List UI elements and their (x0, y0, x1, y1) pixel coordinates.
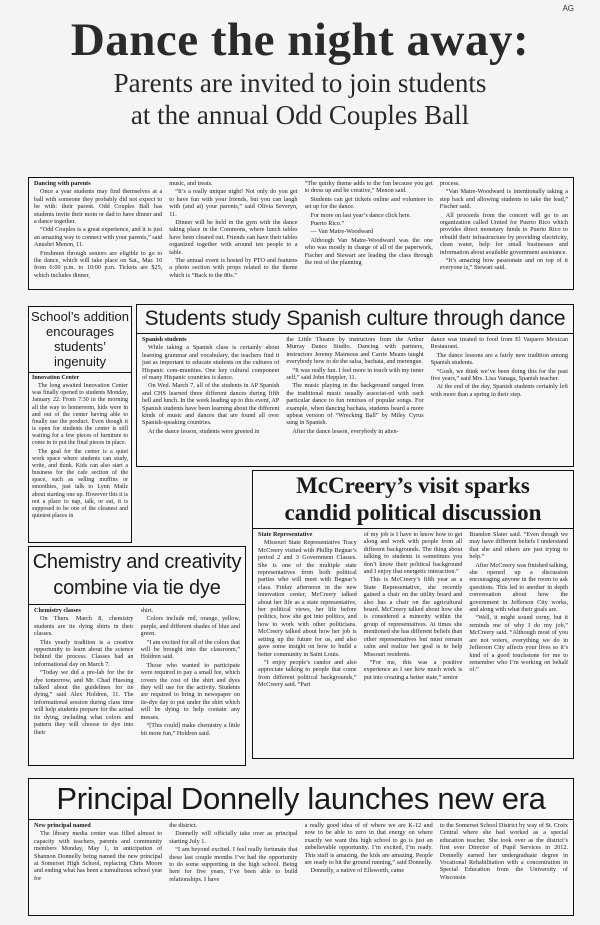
school-body (29, 375, 131, 543)
principal-byline: New principal named (34, 822, 91, 829)
chemistry-headline-line2: combine via tie dye (53, 577, 221, 599)
dance-col4-p1: process. (439, 180, 460, 187)
principal-col-2 (169, 822, 297, 910)
mccreery-col3-p2: After McCreery was finished talking, she opened up a discussion encouraging anyone in the room to ask questions. This led to another in depth conversation about how the government in Jefferson City works, and along with what their goals are. (469, 561, 569, 614)
spanish-headline: Students study Spanish culture through dance (144, 307, 566, 330)
mccreery-col2-p3: “For me, this was a positive experience as I see how much work is put into creating a better state,” senior (363, 658, 463, 681)
chemistry-col-2 (141, 607, 241, 763)
dance-col3-p6: Although Van Matre-Woodward was the one who was mostly in charge of all of the paperwork, Fischer and Stewart are leading the class through the rest of the planning (304, 236, 433, 267)
spanish-byline: Spanish students (142, 336, 187, 343)
spanish-col-1 (142, 336, 279, 464)
spanish-col2-p2: “It was really fun. I feel more in touch with my inner self,” said John Heppler, 11. (286, 366, 424, 382)
chemistry-col-1 (34, 607, 134, 763)
dance-col-3 (305, 180, 433, 288)
chemistry-col2-p5: “[This could] make chemistry a little bit more fun,” Holdren said. (140, 722, 240, 737)
mccreery-col-2 (364, 531, 463, 755)
dance-col3-p3: For more on last year’s dance click here. (310, 211, 412, 219)
spanish-col1-p1: While taking a Spanish class is certainly about learning grammar and vocabulary, the teachers find it just as important to educate students on the cultures of Hispanic com-munities. One key cultural component of many Hispanic countries is dance. (142, 344, 280, 382)
dance-article (28, 177, 574, 290)
chemistry-col1-p2: This yearly tradition is a creative opportunity to learn about the science behind the process. Classes had an informational day on March 7. (34, 638, 134, 668)
principal-col-4 (440, 822, 568, 910)
spanish-col3-p4: At the end of the day, Spanish students certainly left with more than a spring in their step. (430, 383, 568, 398)
dance-col2-p4: The annual event is hosted by PTO and features a photo section with props related to the theme which is “Back to the 80s.” (169, 257, 298, 279)
mccreery-columns (253, 531, 573, 755)
spanish-article (136, 304, 574, 467)
chemistry-col2-p4: Those who wanted to participate were required to pay a small fee, which covers the cost of the shirt and dyes they will use for the activity. Students are required to bring in newspaper on tie-dye day to put under the shirt which will be dying to help contain any messes. (140, 661, 240, 721)
school-headline-line2: encourages (46, 324, 114, 339)
dance-col-4 (440, 180, 568, 288)
mccreery-headline-line1: McCreery’s visit sparks (296, 473, 530, 498)
dance-headline: Dance the night away: (70, 14, 530, 66)
spanish-col3-p1: dance was treated to food from El Vaquero Mexican Restaurant. (430, 336, 568, 351)
principal-col2-p2: Donnelly will officially take over as principal starting July 1. (169, 830, 298, 845)
principal-col2-p1: the district. (169, 822, 198, 829)
dance-col4-p3: All proceeds from the concert will go to an organization called United for Puerto Rico which provides direct monetary funds to Puerto Rico to rebuild their infrastructure by providing electricity, clean water, help for small businesses and information about available government assistance. (439, 211, 568, 256)
school-p1: The long awaited Innovation Center was finally opened to students Monday, January 22. From 7:30 in the morning all the way to homeroom, kids were in and out of the center having able to finally use the product. Even though it is open for students the center is still waiting for a few pieces of furniture to come in to put the final pieces in place. (32, 383, 128, 447)
principal-col3-p2: Donnelly, a native of Ellsworth, came (310, 867, 405, 875)
principal-columns (29, 822, 573, 910)
spanish-col2-p4: After the dance lesson, everybody in atten- (292, 427, 399, 435)
spanish-col1-p2: On Wed. March 7, all of the students in AP Spanish and CHS learned three different dances during fifth bell and lunch. In the week leading up to this event, AP Spanish students have been learning about the different kinds of music and dances that are found all over Spanish-speaking countries. (142, 382, 280, 427)
spanish-col3-p2: The dance lessons are a fairly new tradition among Spanish students. (430, 351, 568, 367)
page-id: AG (562, 4, 574, 13)
dance-col1-p2: “Odd Couples is a great experience, and it is just an amazing way to connect with your parents,” said Anushri Menon, 11. (34, 226, 163, 249)
dance-col2-p1: music, and treats. (169, 180, 213, 187)
chemistry-headline (29, 547, 245, 601)
dance-col2-p2: “It’s a really unique night! Not only do you get to have fun with your friends, but you can laugh with (and at) your parents,” said Olivia Severyn, 11. (169, 188, 298, 218)
chemistry-col1-p1: On Thurs. March 8, chemistry students are tie dying shirts in their classes. (34, 615, 134, 638)
mccreery-headline-line2: candid political discussion (284, 500, 542, 525)
dance-col4-p2: “Van Matre-Woodward is intentionally taking a step back and allowing students to take the lead,” Fischer said. (439, 188, 568, 211)
mccreery-byline: State Representative (258, 531, 313, 538)
spanish-col-2 (286, 336, 423, 464)
spanish-columns (137, 336, 573, 464)
dance-col2-p3: Dinner will be held in the gym with the dance taking place in the Commons, where lunch tables have been cleared out. Friends can have their tables organized together with around ten people to a table. (169, 219, 298, 256)
dance-col3-p2: Students can get tickets online and volunteer to set up for the dance. (304, 195, 433, 211)
principal-col3-p1: a really good idea of of where we are K-12 and now to be able to zero in that energy on where exactly we want this high school to go is just an unbelievable opportunity. I’m excited, I’m ready. This staff is amazing, the kids are amazing. People are ready to hit the ground running,” said Donnelly. (304, 822, 433, 867)
dance-col4-p4: “It’s amazing how passionate and on top of it everyone is,” Stewart said. (439, 257, 568, 272)
chemistry-col2-p1: shirt. (140, 607, 154, 614)
mccreery-col2-p1: of my job is I have to know how to get along and work with people from all different backgrounds. The thing about talking to students is sometimes you don’t know their political background and I enjoy that energetic interaction.” (363, 531, 463, 576)
chemistry-col2-p2: Colors include red, orange, yellow, purple, and different shades of blue and green. (140, 615, 240, 638)
chemistry-col1-p3: “Today we did a pre-lab for the tie dye tomorrow, and Mr. Chad Huesing talked about the guidelines for tie dying,” said Alex Holdren, 11. The informational session during class time will help students prepare for the actual tie dying, including what colors and pattern they will choose to dye into their (34, 669, 134, 736)
chemistry-article (28, 546, 246, 766)
school-headline-line1: School’s addition (30, 309, 130, 324)
principal-col4-p1: to the Somerset School District by way of St. Croix Central where she had worked as a special education teacher. She took over as the district’s first ever Director of Pupil Services in 2012. Donnelly earned her undergraduate degree in Vocational Rehabilitation with a concentration in Special Education from the University of Wisconsin (439, 822, 568, 881)
mccreery-col1-p2: “I enjoy people’s candor and also appreciate talking to people that come from different political backgrounds,” McCreery said. “Part (258, 658, 357, 689)
dance-subhead-line2: at the annual Odd Couples Ball (130, 100, 470, 130)
mccreery-col1-p1: Missouri State Representative Tracy McCreery visited with Phillip Begnar’s period 2 and 3 Government Classes. She is one of the multiple state representatives from both political parties who will meet with Begnar’s class. Friday afternoon in the new innovation center, McCreery talked about her life as a state representative, her political views, her life before politics, how she got into politics, and how to work with other politicians. McCreery talked about how her job is setting up the future for us, and also gave some insight on how to build a better community in Saint Louis. (258, 539, 357, 658)
dance-col1-p3: Freshmen through seniors are eligible to go to the dance, which will take place on Sat., Mar. 10 from 6:00 p.m. to 10:00 p.m. Tickets are $25, which includes dinner, (34, 249, 163, 279)
chemistry-byline: Chemistry classes (34, 607, 81, 614)
spanish-col2-p1: the Little Theatre by instructors from the Arthur Murray Dance Studio. Dancing with partners, instructors Jeremy Maimous and Carrie Means taught everybody how to do the salsa, bachata, and merengue. (286, 336, 424, 366)
chemistry-headline-line1: Chemistry and creativity (32, 551, 242, 573)
dance-col3-p4: Puerto Rico.” (310, 220, 345, 228)
spanish-col-3 (431, 336, 568, 464)
dance-col-2 (169, 180, 297, 288)
principal-col-3 (305, 822, 433, 910)
chemistry-columns (29, 607, 245, 763)
mccreery-col-1 (258, 531, 357, 755)
principal-article (28, 778, 574, 916)
principal-col1-p1: The library media center was filled almost to capacity with teachers, parents and community members Monday, May 1, in anticipation of Shannon Donnelly being named the new principal at Somerset High School, replacing Chris Moore and ending what has been a tumultuous school year for (34, 830, 163, 882)
dance-col-1 (34, 180, 162, 288)
dance-col3-p5: — Van Matre-Woodward (310, 228, 374, 236)
dance-col3-p1: “The quirky theme adds to the fun because you get to dress up and be creative,” Menon said. (304, 180, 433, 195)
principal-col2-p3: “I am beyond excited. I feel really fortunate that these last couple months I’ve had the opportunity to do some supporting in the high school. Being here for five years, I’ve been able to build relationships. I have (169, 846, 298, 883)
principal-col-1 (34, 822, 162, 910)
dance-columns (29, 180, 573, 288)
mccreery-headline (253, 471, 573, 526)
spanish-col1-p3: At the dance lesson, students were greeted in (148, 427, 260, 435)
mccreery-col3-p1: Brandon Slater said. “Even though we may have different beliefs I understand that she and others are just trying to help.” (469, 531, 569, 561)
spanish-col3-p3: “Gosh, we think we’ve been doing this for the past five years,” said Mrs. Lisa Vanaga, Spanish teacher. (430, 367, 568, 383)
mccreery-article (252, 470, 574, 759)
mccreery-col-3 (469, 531, 568, 755)
school-p2: The goal for the center is a quiet work space where students can study, write, and think. Kids can also start a business for the cafe section of the space, such as selling muffins or smoothies, just talk to Lynn Mailz about starting one up. However this it is not a place to nap, talk, or eat, it is supposed to be one of the cleanest and quietest places in (32, 448, 128, 519)
school-headline (29, 307, 131, 369)
dance-col1-p1: Once a year students may find themselves at a ball with someone they probably did not expect to be with: their parent. Odd Couples Ball has students invite their mom or dad to have dinner and a dance together. (34, 188, 163, 226)
principal-headline: Principal Donnelly launches new era (56, 781, 546, 816)
spanish-col2-p3: The music playing in the background ranged from the traditional music usually associat-ed with each particular dance to fun remixes of popular songs. For example, when dancing bachata, students heard a more upbeat version of “Wrecking Ball” by Miley Cyrus sung in Spanish. (286, 382, 424, 427)
mccreery-col2-p2: This is McCreery’s fifth year as a State Representative, she recently gained a chair on the utility board and also has a chair on the agricultural board. McCreery talked about how she is considered a minority within the group of representatives. At times she mentioned she has different beliefs than other representatives but must remain calm and realize her goal is to help Missouri residents. (363, 576, 463, 658)
school-headline-line3: students’ ingenuity (53, 339, 107, 369)
dance-subhead-line1: Parents are invited to join students (113, 68, 487, 98)
chemistry-col2-p3: “I am excited for all of the colors that will be brought into the classroom,” Holdren said. (140, 638, 240, 661)
dance-byline: Dancing with parents (34, 180, 91, 187)
mccreery-col3-p3: “Well, it might sound corny, but it reminds me of why I do my job,” McCreery said. “Although most of you are not voters, everything we do in Jefferson City affects your lives so it’s kind of a good touchstone for me to remember who I’m working on behalf of.” (469, 614, 569, 674)
school-article (28, 306, 132, 543)
school-byline: Innovation Center (32, 375, 80, 381)
